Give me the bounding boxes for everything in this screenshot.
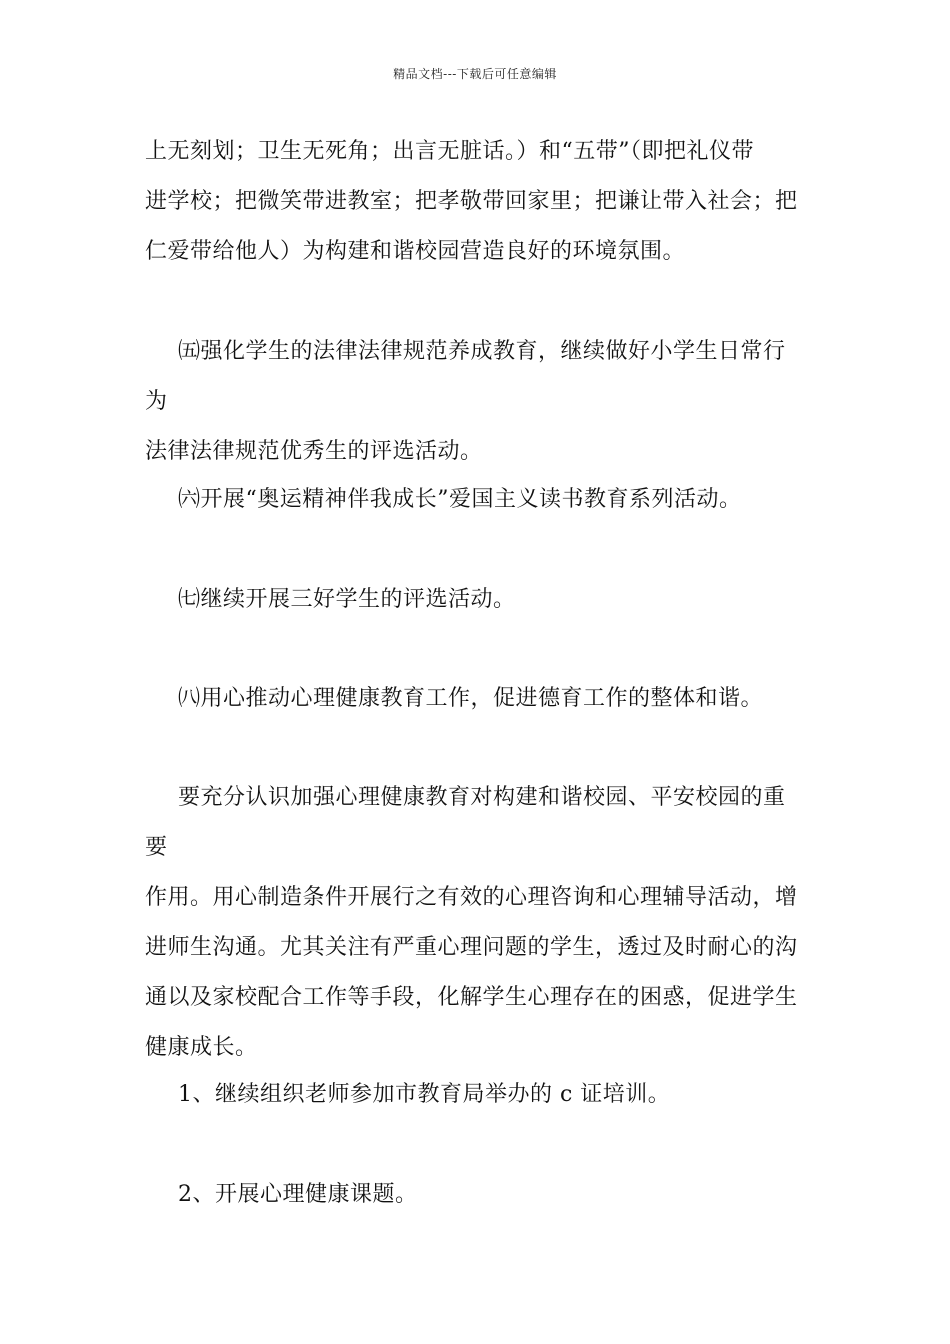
paragraph-line: ㈤强化学生的法律法律规范养成教育，继续做好小学生日常行为 [145, 339, 786, 414]
paragraph-line: 通以及家校配合工作等手段，化解学生心理存在的困惑，促进学生 [145, 985, 798, 1010]
paragraph-line: ㈥开展“奥运精神伴我成长”爱国主义读书教育系列活动。 [178, 487, 742, 512]
paragraph-list-item-2 [145, 1170, 807, 1220]
paragraph-line: 1、继续组织老师参加市教育局举办的 c 证培训。 [178, 1082, 671, 1107]
paragraph-line: ㈦继续开展三好学生的评选活动。 [178, 587, 516, 612]
page-header: 精品文档---下载后可任意编辑 [393, 67, 557, 81]
paragraph-line: ㈧用心推动心理健康教育工作，促进德育工作的整体和谐。 [178, 686, 764, 711]
paragraph-environment [145, 127, 807, 277]
paragraph-line: 2、开展心理健康课题。 [178, 1182, 418, 1207]
paragraph-line: 上无刻划；卫生无死角；出言无脏话。）和“五带”（即把礼仪带 [145, 139, 754, 164]
paragraph-line: 法律法律规范优秀生的评选活动。 [145, 439, 483, 464]
paragraph-item-8 [145, 674, 807, 724]
paragraph-list-item-1 [145, 1070, 807, 1120]
paragraph-item-5 [145, 327, 807, 477]
paragraph-line: 进学校；把微笑带进教室；把孝敬带回家里；把谦让带入社会；把 [145, 189, 798, 214]
paragraph-item-6 [145, 475, 807, 525]
paragraph-line: 作用。用心制造条件开展行之有效的心理咨询和心理辅导活动，增 [145, 885, 798, 910]
paragraph-line: 健康成长。 [145, 1035, 258, 1060]
paragraph-line: 进师生沟通。尤其关注有严重心理问题的学生，透过及时耐心的沟 [145, 935, 798, 960]
paragraph-mental-health [145, 773, 807, 1073]
paragraph-item-7 [145, 575, 807, 625]
paragraph-line: 要充分认识加强心理健康教育对构建和谐校园、平安校园的重要 [145, 785, 786, 860]
paragraph-line: 仁爱带给他人）为构建和谐校园营造良好的环境氛围。 [145, 239, 686, 264]
